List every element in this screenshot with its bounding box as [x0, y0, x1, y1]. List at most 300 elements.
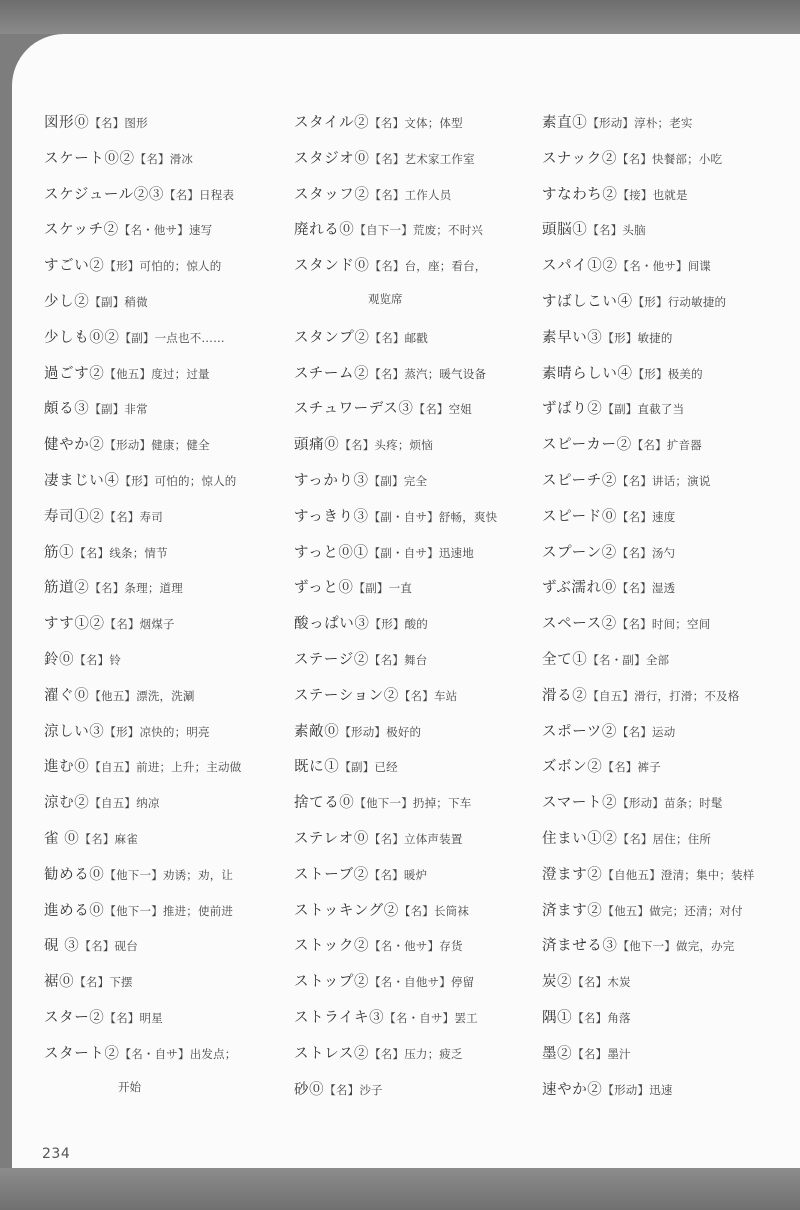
- vocab-headword: 素直①: [542, 115, 588, 131]
- vocab-meaning: 裤子: [637, 760, 661, 775]
- vocab-entry: [542, 921, 792, 957]
- vocab-entry: [542, 384, 792, 420]
- vocab-entry: [44, 563, 294, 599]
- part-of-speech: 【名】: [572, 1010, 608, 1025]
- part-of-speech: 【他五】: [89, 688, 137, 703]
- vocab-headword: ストップ②: [294, 974, 370, 991]
- vocab-meaning: 淳朴；老实: [634, 116, 693, 130]
- part-of-speech: 【形】: [104, 259, 140, 274]
- vocab-meaning: 快餐部；小吃: [652, 151, 723, 166]
- vocab-entry: [294, 528, 544, 564]
- part-of-speech: 【名】: [74, 652, 110, 667]
- part-of-speech: 【名】: [616, 545, 652, 560]
- vocab-headword: スパイ①②: [542, 258, 618, 275]
- vocab-meaning: 极美的: [667, 366, 703, 381]
- part-of-speech: 【名】: [104, 1010, 140, 1025]
- vocab-headword: ずばり②: [542, 401, 603, 418]
- vocab-entry: [542, 778, 792, 814]
- vocab-meaning: 可怕的；惊人的: [139, 259, 222, 274]
- vocab-headword: 図形⓪: [44, 115, 90, 131]
- vocab-entry: [44, 98, 294, 134]
- scan-border-bottom: [0, 1168, 800, 1210]
- vocab-entry: [294, 170, 544, 206]
- vocab-headword: スプーン②: [542, 544, 617, 561]
- vocab-entry: [44, 170, 294, 206]
- vocab-entry: [294, 1029, 544, 1065]
- vocab-headword: ズボン②: [542, 759, 603, 776]
- part-of-speech: 【他下一】: [104, 867, 163, 882]
- vocab-meaning: 头脑: [622, 223, 646, 238]
- vocab-entry: [44, 957, 294, 993]
- part-of-speech: 【名・副】: [587, 652, 646, 667]
- vocab-meaning: 极好的: [386, 724, 422, 739]
- vocab-meaning: 日程表: [199, 187, 235, 202]
- vocab-meaning: 滑冰: [169, 151, 194, 166]
- part-of-speech: 【名】: [339, 438, 375, 453]
- part-of-speech: 【名】: [631, 438, 667, 453]
- vocab-meaning: 稍微: [124, 294, 148, 309]
- vocab-meaning: 推进；使前进: [162, 903, 234, 918]
- vocab-headword: 隅①: [542, 1009, 573, 1026]
- vocab-meaning: 汤勺: [651, 545, 676, 560]
- vocab-column-2: [294, 98, 544, 1100]
- vocab-meaning: 速度: [652, 509, 676, 524]
- vocab-meaning: 做完，办完: [676, 939, 735, 954]
- part-of-speech: 【名】: [602, 760, 638, 775]
- part-of-speech: 【他五】: [104, 366, 152, 381]
- part-of-speech: 【副】: [339, 760, 375, 775]
- vocab-headword: 頗る③: [44, 401, 90, 418]
- part-of-speech: 【名】: [572, 1046, 608, 1061]
- vocab-meaning: 艺术家工作室: [404, 151, 475, 166]
- vocab-meaning: 烟煤子: [139, 617, 175, 632]
- part-of-speech: 【自下一】: [354, 223, 413, 238]
- vocab-headword: すっかり③: [294, 472, 369, 489]
- vocab-entry: [294, 563, 544, 599]
- part-of-speech: 【自五】: [587, 688, 635, 703]
- vocab-entry: [294, 313, 544, 349]
- part-of-speech: 【名】: [616, 581, 652, 596]
- vocab-headword: 既に①: [294, 759, 340, 776]
- vocab-headword: 滑る②: [542, 687, 588, 704]
- vocab-headword: 裾⓪: [44, 974, 75, 991]
- part-of-speech: 【名】: [398, 903, 434, 918]
- vocab-meaning: 迅速: [649, 1082, 673, 1097]
- vocab-headword: 砂⓪: [294, 1081, 325, 1098]
- vocab-meaning: 可怕的；惊人的: [154, 473, 237, 488]
- vocab-entry: [294, 886, 544, 922]
- vocab-headword: 墨②: [542, 1045, 573, 1062]
- part-of-speech: 【副】: [89, 402, 125, 417]
- vocab-entry: [542, 993, 792, 1029]
- part-of-speech: 【名・自サ】: [119, 1046, 190, 1061]
- vocab-meaning: 已经: [374, 760, 398, 775]
- part-of-speech: 【自他五】: [602, 867, 661, 882]
- vocab-entry: [294, 957, 544, 993]
- vocab-entry: [294, 420, 544, 456]
- vocab-headword: 澄ます②: [542, 866, 603, 883]
- vocab-headword: ステーション②: [294, 687, 399, 704]
- vocab-meaning: 头疼；烦恼: [374, 438, 433, 453]
- vocab-headword: 廃れる⓪: [294, 222, 355, 239]
- vocab-headword: 炭②: [542, 974, 573, 991]
- vocab-entry: [44, 814, 294, 850]
- vocab-meaning: 行动敏捷的: [667, 294, 727, 309]
- vocab-meaning: 墨汁: [607, 1046, 631, 1061]
- vocab-meaning: 前进；上升；主动做: [136, 760, 242, 775]
- part-of-speech: 【形动】: [602, 1082, 650, 1097]
- part-of-speech: 【他下一】: [354, 796, 413, 811]
- part-of-speech: 【形】: [104, 724, 140, 739]
- vocab-meaning: 麻雀: [114, 831, 138, 846]
- vocab-entry: [44, 384, 294, 420]
- vocab-meaning: 敏捷的: [637, 330, 673, 345]
- vocab-meaning: 运动: [652, 724, 676, 739]
- vocab-meaning: 暖炉: [403, 867, 428, 882]
- vocab-entry: [542, 671, 792, 707]
- vocab-meaning: 存货: [439, 939, 463, 954]
- vocab-entry: [294, 993, 544, 1029]
- part-of-speech: 【副】: [89, 294, 125, 309]
- vocab-entry: [44, 707, 294, 743]
- vocab-meaning: 漂洗，洗涮: [136, 688, 195, 703]
- vocab-entry: [294, 707, 544, 743]
- vocab-meaning: 明星: [139, 1010, 163, 1025]
- vocab-entry: [294, 671, 544, 707]
- vocab-meaning: 扔掉；下车: [412, 796, 472, 811]
- vocab-headword: ストレス②: [294, 1045, 370, 1062]
- vocab-meaning: 讲话；演说: [652, 473, 711, 488]
- vocab-headword: スタッフ②: [294, 186, 370, 203]
- vocab-headword: スポーツ②: [542, 723, 617, 740]
- vocab-meaning: 凉快的；明亮: [139, 724, 210, 739]
- vocab-column-3: [542, 98, 792, 1100]
- vocab-meaning: 度过；过量: [151, 366, 210, 381]
- vocab-entry: [294, 205, 544, 241]
- vocab-headword: すす①②: [44, 616, 105, 633]
- vocab-headword: 素早い③: [542, 329, 603, 346]
- vocab-headword: スチュワーデス③: [294, 401, 414, 418]
- vocab-headword: 全て①: [542, 651, 588, 668]
- vocab-meaning: 时间；空间: [651, 617, 711, 632]
- vocab-headword: スペース②: [542, 616, 617, 633]
- part-of-speech: 【名】: [616, 151, 653, 166]
- vocab-headword: 頭痛⓪: [294, 437, 340, 454]
- vocab-headword: 涼しい③: [44, 723, 105, 740]
- vocab-headword: スタジオ⓪: [294, 150, 370, 167]
- part-of-speech: 【名】: [616, 473, 653, 488]
- vocab-meaning: 湿透: [651, 581, 676, 596]
- vocab-meaning: 滑行，打滑；不及格: [634, 688, 740, 703]
- part-of-speech: 【形动】: [104, 438, 152, 453]
- vocab-meaning: 砚台: [114, 939, 138, 954]
- part-of-speech: 【副】: [368, 473, 404, 488]
- vocab-headword: ストーブ②: [294, 866, 369, 883]
- vocab-entry: [542, 241, 792, 277]
- vocab-entry: [44, 1029, 294, 1065]
- vocab-meaning: 邮戳: [404, 330, 429, 345]
- part-of-speech: 【自五】: [89, 760, 137, 775]
- vocab-headword: 済ます②: [542, 902, 603, 919]
- vocab-entry: [44, 134, 294, 170]
- vocab-headword: 素晴らしい④: [542, 365, 633, 382]
- part-of-speech: 【名】: [413, 402, 449, 417]
- vocab-headword: 鈴⓪: [44, 651, 75, 668]
- vocab-entry: [44, 599, 294, 635]
- vocab-headword: 進める⓪: [44, 902, 105, 919]
- part-of-speech: 【名】: [163, 187, 200, 202]
- vocab-entry: [44, 742, 294, 778]
- vocab-headword: すごい②: [44, 258, 105, 275]
- vocab-headword: 濯ぐ⓪: [44, 687, 90, 704]
- page-number: 234: [42, 1146, 71, 1162]
- vocab-headword: ストライキ③: [294, 1009, 385, 1026]
- vocab-meaning: 完全: [403, 473, 428, 488]
- vocab-headword: スター②: [44, 1009, 105, 1026]
- vocab-meaning: 间谍: [687, 259, 712, 274]
- vocab-entry: [44, 993, 294, 1029]
- part-of-speech: 【副】: [353, 581, 389, 596]
- vocab-headword: スタイル②: [294, 115, 370, 131]
- vocab-entry: [44, 886, 294, 922]
- vocab-entry: [44, 778, 294, 814]
- vocab-headword: 捨てる⓪: [294, 795, 355, 812]
- vocab-meaning: 澄清；集中；装样: [660, 867, 755, 882]
- vocab-headword: スタンプ②: [294, 329, 370, 346]
- vocab-meaning: 角落: [607, 1010, 631, 1025]
- part-of-speech: 【形】: [632, 294, 668, 309]
- vocab-entry: [542, 1065, 792, 1101]
- part-of-speech: 【名・他サ】: [369, 939, 440, 954]
- vocab-entry: [542, 313, 792, 349]
- vocab-meaning: 苗条；时髦: [664, 796, 723, 811]
- vocab-entry: [44, 635, 294, 671]
- vocab-headword: 素敵⓪: [294, 723, 340, 740]
- vocab-headword: ずっと⓪: [294, 580, 354, 597]
- vocab-meaning: 立体声装置: [404, 831, 463, 846]
- vocab-headword: 少し②: [44, 293, 90, 310]
- vocab-meaning: 直截了当: [637, 402, 685, 417]
- vocab-meaning: 蒸汽；暖气设备: [404, 366, 487, 381]
- vocab-headword: スピーカー②: [542, 437, 632, 454]
- part-of-speech: 【名】: [369, 366, 405, 381]
- vocab-entry: [294, 921, 544, 957]
- vocab-entry: [44, 456, 294, 492]
- vocab-meaning: 扩音器: [666, 438, 702, 453]
- vocab-meaning-continued: 观览席: [368, 291, 403, 306]
- vocab-entry: [44, 492, 294, 528]
- part-of-speech: 【名】: [398, 688, 434, 703]
- vocab-entry: [294, 814, 544, 850]
- vocab-entry: [294, 1065, 544, 1101]
- vocab-entry: [44, 921, 294, 957]
- vocab-entry: [542, 599, 792, 635]
- vocab-headword: ステレオ⓪: [294, 830, 369, 847]
- part-of-speech: 【名】: [369, 259, 405, 274]
- vocab-headword: すっきり③: [294, 508, 369, 525]
- part-of-speech: 【他下一】: [617, 939, 676, 954]
- vocab-entry: [44, 205, 294, 241]
- vocab-meaning: 铃: [109, 652, 122, 667]
- part-of-speech: 【名】: [617, 831, 653, 846]
- vocab-headword: 寿司①②: [44, 508, 105, 525]
- vocab-headword: 少しも⓪②: [44, 329, 120, 346]
- vocab-entry: [542, 742, 792, 778]
- vocab-entry: [542, 528, 792, 564]
- vocab-entry: [294, 349, 544, 385]
- vocab-entry: [294, 635, 544, 671]
- part-of-speech: 【形】: [602, 330, 638, 345]
- vocab-entry: [542, 886, 792, 922]
- vocab-entry: [542, 277, 792, 313]
- part-of-speech: 【名】: [89, 581, 125, 596]
- vocab-headword: 済ませる③: [542, 938, 618, 955]
- vocab-meaning: 酸的: [404, 617, 429, 632]
- part-of-speech: 【副】: [119, 330, 155, 345]
- vocab-meaning: 车站: [433, 688, 458, 703]
- vocab-headword: スピード⓪: [542, 508, 617, 525]
- part-of-speech: 【名・自他サ】: [369, 975, 451, 990]
- vocab-meaning: 居住；住所: [652, 831, 712, 846]
- vocab-entry: [542, 420, 792, 456]
- vocab-meaning: 出发点；: [189, 1046, 237, 1061]
- vocab-entry: [44, 313, 294, 349]
- vocab-entry: [44, 528, 294, 564]
- part-of-speech: 【名】: [89, 116, 125, 130]
- part-of-speech: 【名】: [134, 151, 170, 166]
- vocab-entry: [294, 778, 544, 814]
- part-of-speech: 【名】: [104, 509, 140, 524]
- vocab-meaning: 一点也不……: [154, 330, 225, 345]
- vocab-meaning: 空姐: [448, 402, 473, 417]
- part-of-speech: 【名・他サ】: [617, 259, 688, 274]
- part-of-speech: 【形动】: [339, 724, 387, 739]
- part-of-speech: 【名】: [79, 831, 115, 846]
- vocab-entry: [294, 241, 544, 277]
- vocab-headword: スケート⓪②: [44, 150, 135, 167]
- vocab-entry: [542, 456, 792, 492]
- vocab-entry: [542, 492, 792, 528]
- vocab-headword: すっと⓪①: [294, 544, 369, 561]
- part-of-speech: 【他五】: [602, 903, 650, 918]
- part-of-speech: 【形动】: [617, 796, 665, 811]
- part-of-speech: 【名】: [368, 867, 404, 882]
- part-of-speech: 【名】: [74, 975, 110, 990]
- vocab-headword: すばしこい④: [542, 293, 633, 310]
- vocab-meaning: 舞台: [404, 652, 428, 667]
- vocab-entry: [44, 850, 294, 886]
- part-of-speech: 【名・自サ】: [384, 1010, 455, 1025]
- vocab-meaning: 全部: [645, 652, 670, 667]
- vocab-entry: [294, 98, 544, 134]
- vocab-meaning: 条理；道理: [124, 581, 183, 596]
- book-page: [12, 34, 800, 1168]
- part-of-speech: 【名】: [616, 617, 652, 632]
- part-of-speech: 【副】: [602, 402, 638, 417]
- vocab-headword: ずぶ濡れ⓪: [542, 580, 617, 597]
- vocab-headword: スタート②: [44, 1045, 120, 1062]
- vocab-entry: [542, 850, 792, 886]
- vocab-entry: [542, 134, 792, 170]
- part-of-speech: 【名】: [572, 975, 608, 990]
- part-of-speech: 【他下一】: [104, 903, 163, 918]
- part-of-speech: 【名・他サ】: [118, 223, 189, 238]
- vocab-entry: [542, 1029, 792, 1065]
- vocab-headword: 進む⓪: [44, 759, 90, 776]
- vocab-entry: [542, 205, 792, 241]
- vocab-headword: ストッキング②: [294, 902, 399, 919]
- vocab-meaning-continued: 开始: [118, 1079, 141, 1094]
- vocab-meaning: 木炭: [607, 975, 631, 990]
- vocab-meaning: 也就是: [652, 187, 688, 202]
- vocab-meaning: 下摆: [109, 975, 133, 990]
- vocab-headword: スケジュール②③: [44, 186, 164, 203]
- vocab-meaning: 迅速地: [438, 545, 474, 560]
- part-of-speech: 【形动】: [587, 116, 635, 130]
- part-of-speech: 【名】: [79, 939, 115, 954]
- vocab-entry: [44, 277, 294, 313]
- vocab-column-1: [44, 98, 294, 1100]
- vocab-headword: スマート②: [542, 795, 618, 812]
- part-of-speech: 【形】: [369, 617, 405, 632]
- vocab-meaning: 寿司: [139, 509, 163, 524]
- vocab-meaning: 速写: [188, 223, 213, 238]
- part-of-speech: 【名】: [104, 617, 140, 632]
- part-of-speech: 【副・自サ】: [368, 509, 439, 524]
- vocab-entry: [44, 671, 294, 707]
- vocab-entry: [294, 850, 544, 886]
- vocab-meaning: 文体；体型: [404, 116, 463, 130]
- part-of-speech: 【名】: [369, 151, 405, 166]
- part-of-speech: 【名】: [616, 724, 653, 739]
- vocab-meaning: 非常: [124, 402, 148, 417]
- vocab-headword: 勧める⓪: [44, 866, 105, 883]
- vocab-headword: 住まい①②: [542, 830, 618, 847]
- vocab-entry: [542, 98, 792, 134]
- part-of-speech: 【名】: [368, 652, 405, 667]
- vocab-entry: [44, 349, 294, 385]
- vocab-headword: スナック②: [542, 150, 617, 167]
- part-of-speech: 【名】: [324, 1082, 360, 1097]
- vocab-meaning: 纳凉: [136, 796, 160, 811]
- vocab-meaning: 做完；还清；对付: [649, 903, 743, 918]
- vocab-headword: 過ごす②: [44, 365, 105, 382]
- vocab-headword: スタンド⓪: [294, 258, 370, 275]
- part-of-speech: 【名】: [369, 116, 405, 130]
- vocab-entry: [294, 492, 544, 528]
- vocab-entry: [542, 957, 792, 993]
- vocab-meaning: 罢工: [454, 1010, 478, 1025]
- part-of-speech: 【名】: [587, 223, 623, 238]
- vocab-entry: [542, 814, 792, 850]
- part-of-speech: 【自五】: [89, 796, 137, 811]
- vocab-meaning: 荒废；不时兴: [412, 223, 484, 238]
- vocab-entry: [44, 420, 294, 456]
- vocab-headword: 硯 ③: [44, 938, 80, 955]
- vocab-meaning: 健康；健全: [151, 438, 210, 453]
- part-of-speech: 【名】: [616, 509, 653, 524]
- vocab-entry: [294, 456, 544, 492]
- vocab-entry: [294, 599, 544, 635]
- vocab-entry: [294, 384, 544, 420]
- vocab-entry: [294, 134, 544, 170]
- vocab-headword: ストック②: [294, 938, 370, 955]
- vocab-meaning: 一直: [388, 581, 413, 596]
- vocab-entry: [542, 563, 792, 599]
- vocab-headword: スチーム②: [294, 365, 370, 382]
- part-of-speech: 【形】: [119, 473, 155, 488]
- vocab-entry: [44, 241, 294, 277]
